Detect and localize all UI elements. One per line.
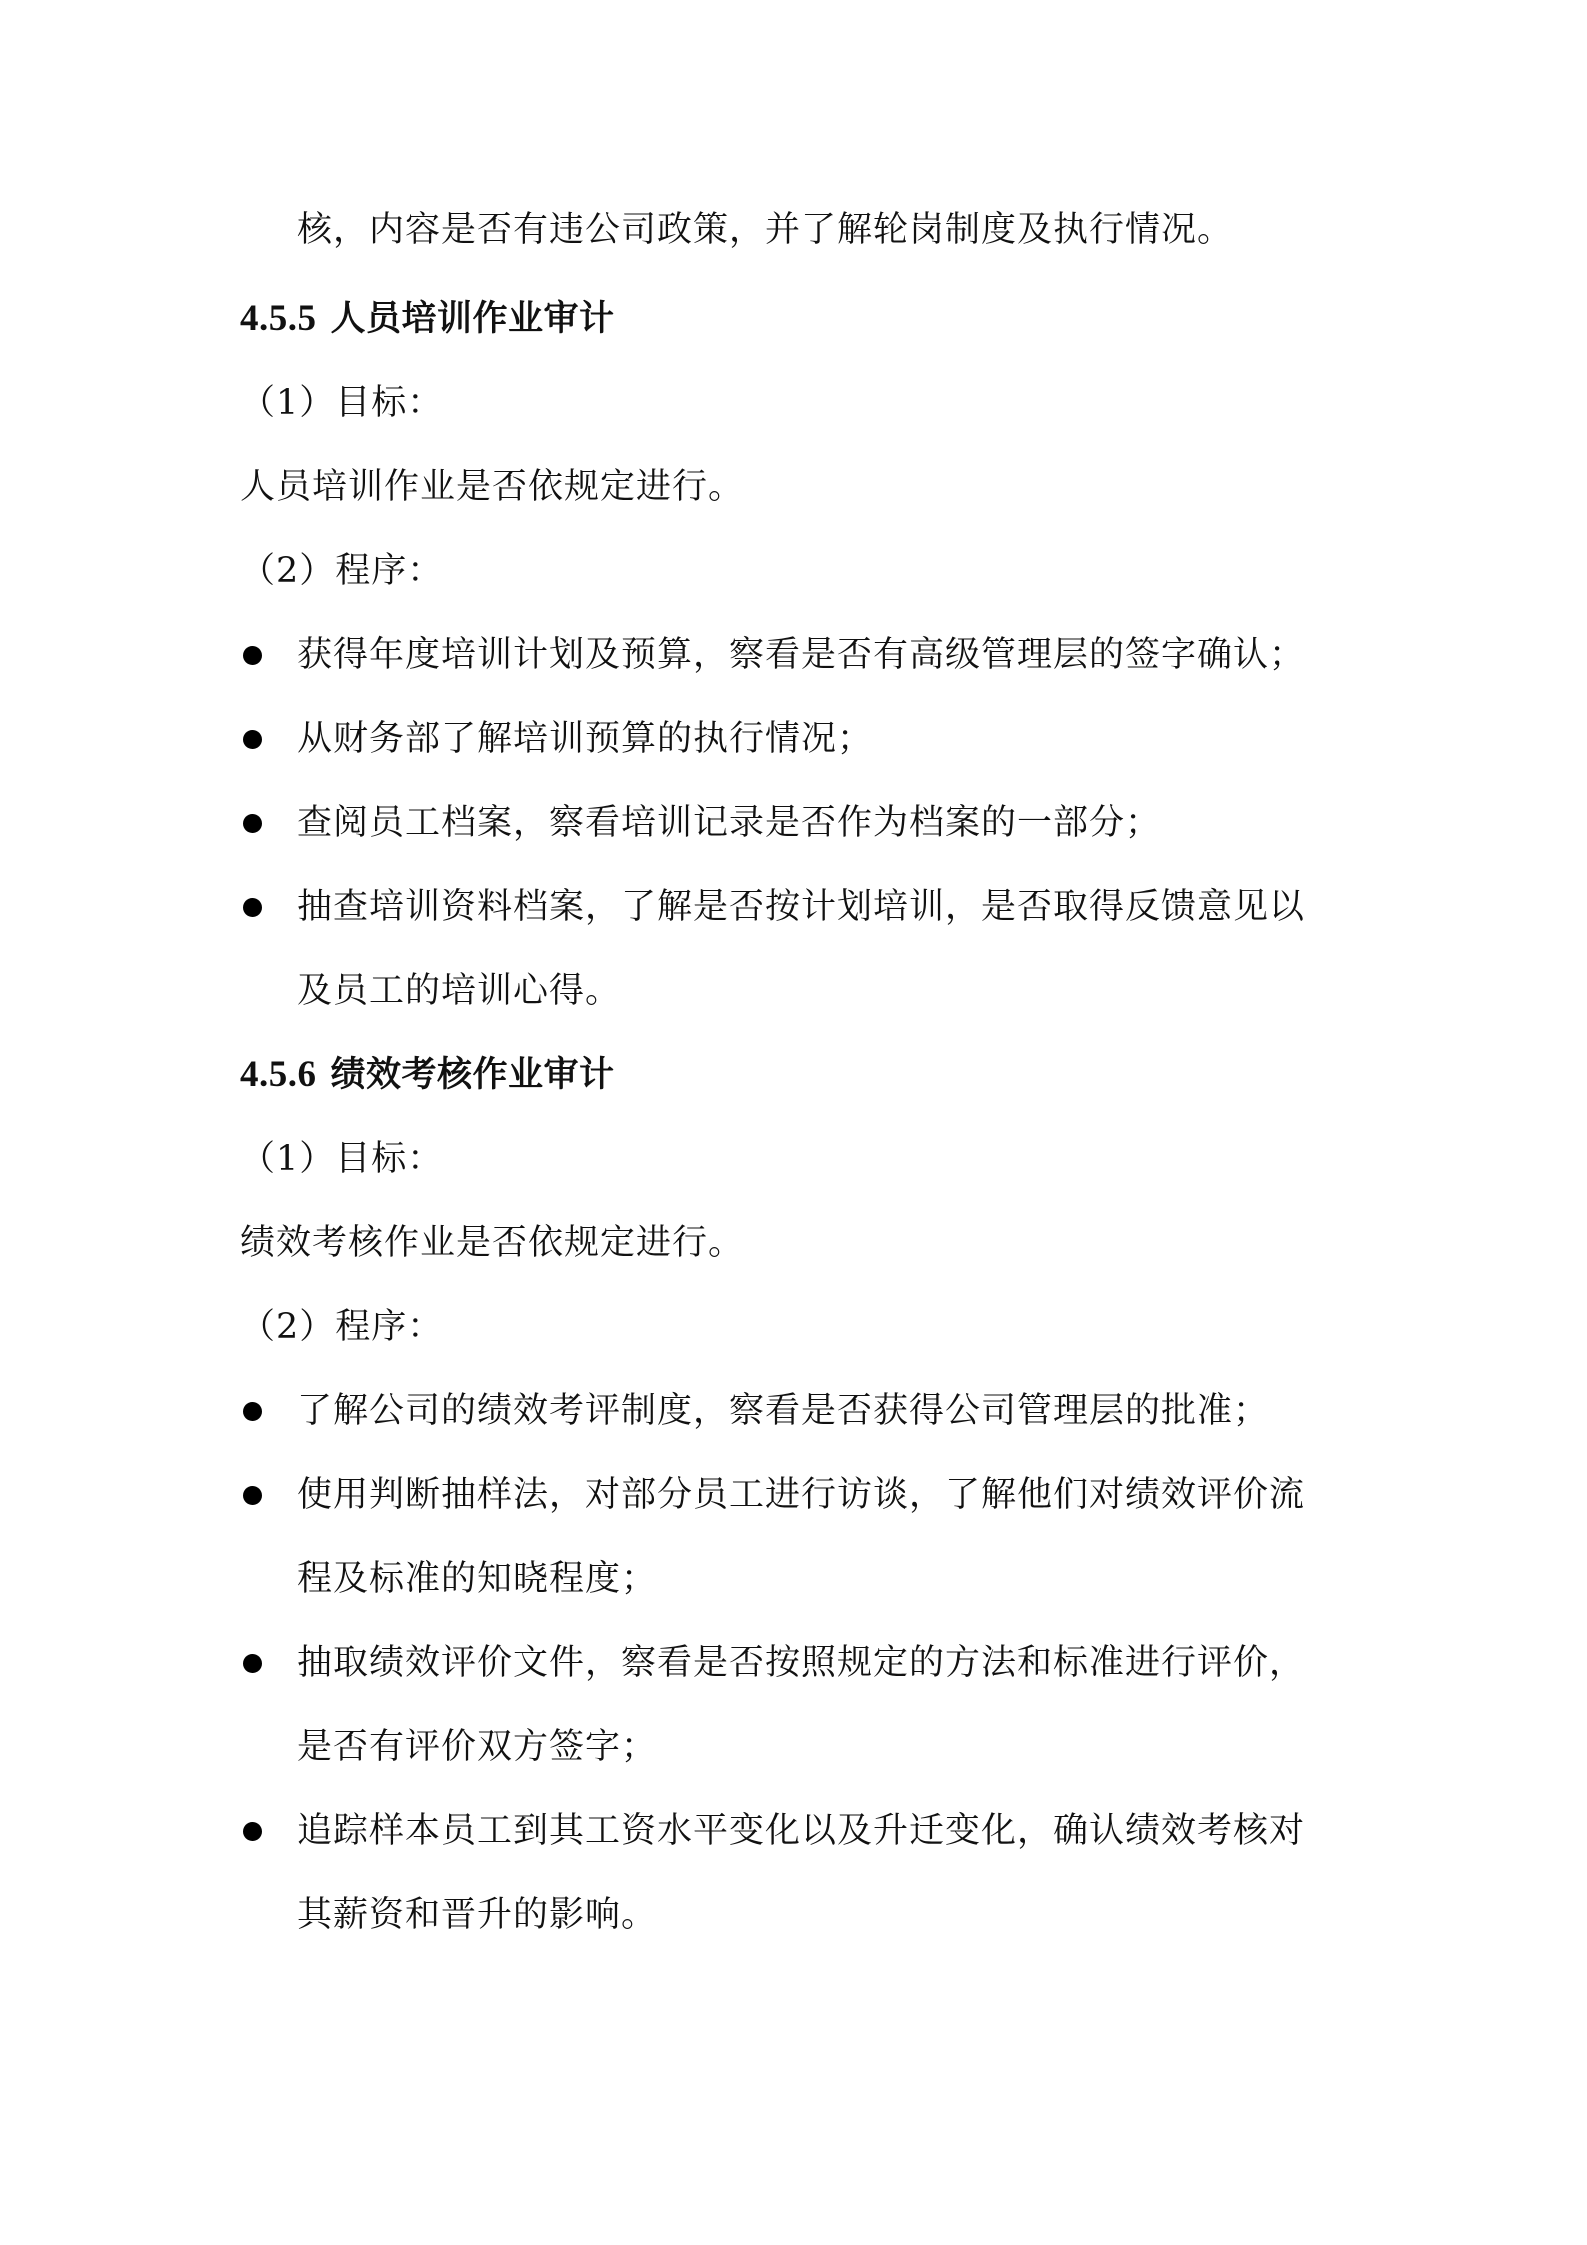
procedure-label: （2）程序： — [240, 551, 444, 591]
goal-label: （1）目标： — [240, 383, 444, 423]
bullet-icon — [243, 1654, 262, 1673]
continuation-line: 核，内容是否有违公司政策，并了解轮岗制度及执行情况。 — [297, 210, 1234, 250]
bullet-icon — [243, 898, 262, 917]
bullet-item: 获得年度培训计划及预算，察看是否有高级管理层的签字确认； — [297, 635, 1306, 675]
bullet-icon — [243, 1822, 262, 1841]
section-title: 人员培训作业审计 — [330, 298, 615, 339]
bullet-item: 使用判断抽样法，对部分员工进行访谈，了解他们对绩效评价流 — [297, 1475, 1306, 1515]
bullet-item: 查阅员工档案，察看培训记录是否作为档案的一部分； — [297, 803, 1162, 843]
bullet-icon — [243, 646, 262, 665]
bullet-item-continuation: 及员工的培训心得。 — [297, 971, 622, 1011]
bullet-item: 追踪样本员工到其工资水平变化以及升迁变化，确认绩效考核对 — [297, 1811, 1306, 1851]
bullet-icon — [243, 814, 262, 833]
goal-label: （1）目标： — [240, 1139, 444, 1179]
bullet-item-continuation: 程及标准的知晓程度； — [297, 1559, 658, 1599]
bullet-item-continuation: 是否有评价双方签字； — [297, 1727, 658, 1767]
section-number: 4.5.6 — [240, 1054, 317, 1095]
bullet-item: 抽取绩效评价文件，察看是否按照规定的方法和标准进行评价， — [297, 1643, 1306, 1683]
bullet-icon — [243, 1402, 262, 1421]
section-title: 绩效考核作业审计 — [330, 1054, 615, 1095]
section-number: 4.5.5 — [240, 298, 317, 339]
bullet-item: 抽查培训资料档案，了解是否按计划培训，是否取得反馈意见以 — [297, 887, 1306, 927]
section-heading-456 — [240, 1053, 615, 1097]
section-heading-455 — [240, 297, 615, 341]
bullet-item: 了解公司的绩效考评制度，察看是否获得公司管理层的批准； — [297, 1391, 1270, 1431]
goal-text: 绩效考核作业是否依规定进行。 — [240, 1223, 745, 1263]
bullet-item: 从财务部了解培训预算的执行情况； — [297, 719, 874, 759]
procedure-label: （2）程序： — [240, 1307, 444, 1347]
goal-text: 人员培训作业是否依规定进行。 — [240, 467, 745, 507]
bullet-item-continuation: 其薪资和晋升的影响。 — [297, 1895, 658, 1935]
bullet-icon — [243, 1486, 262, 1505]
bullet-icon — [243, 730, 262, 749]
